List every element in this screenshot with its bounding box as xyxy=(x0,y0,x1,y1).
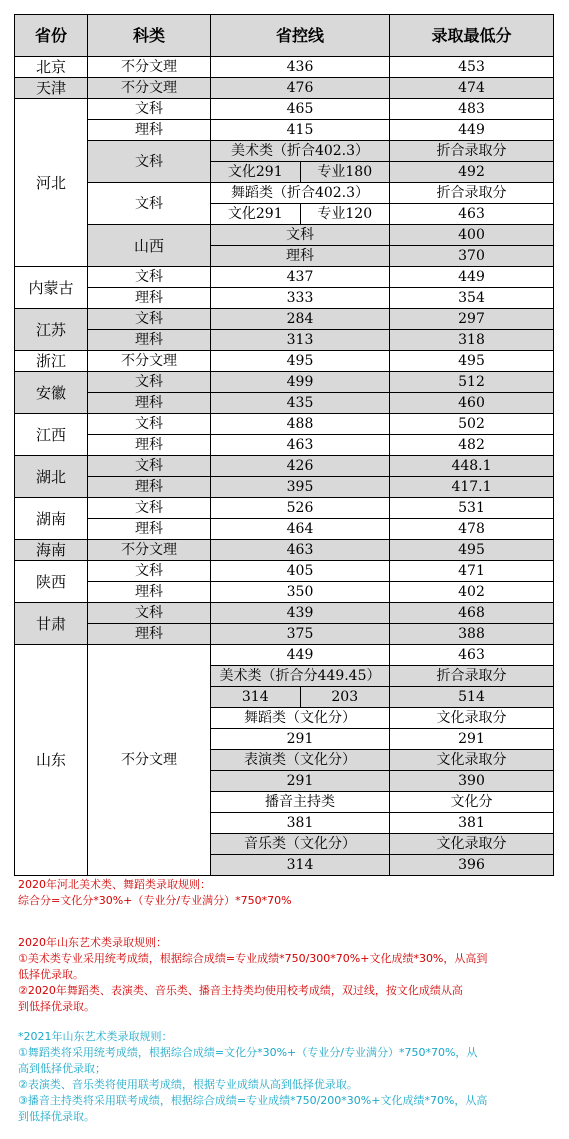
control-line-cell: 370 xyxy=(390,246,554,267)
control-line-cell: 400 xyxy=(390,225,554,246)
hebei-note xyxy=(18,877,292,909)
hebei-note-title: 2020年河北美术类、舞蹈类录取规则： xyxy=(18,878,211,891)
category-cell: 文科 xyxy=(88,456,211,477)
category-cell: 文科 xyxy=(88,183,211,225)
control-line-cell: 463 xyxy=(211,435,390,456)
table-row xyxy=(15,561,554,582)
culture-score: 文化291 xyxy=(211,162,300,182)
control-line-cell: 439 xyxy=(211,603,390,624)
category-cell: 理科 xyxy=(88,435,211,456)
shandong-2020-note xyxy=(18,935,487,1015)
category-cell: 理科 xyxy=(88,288,211,309)
control-line-cell: 291 xyxy=(211,771,390,792)
control-line-cell: 314 xyxy=(211,855,390,876)
province-cell: 浙江 xyxy=(15,351,88,372)
min-score-cell: 402 xyxy=(390,582,554,603)
control-line-cell: 463 xyxy=(211,540,390,561)
category-cell: 文科 xyxy=(88,372,211,393)
province-cell: 甘肃 xyxy=(15,603,88,645)
min-score-cell: 463 xyxy=(390,645,554,666)
control-line-cell: 405 xyxy=(211,561,390,582)
table-row xyxy=(15,330,554,351)
min-score-cell: 474 xyxy=(390,78,554,99)
control-line-cell: 499 xyxy=(211,372,390,393)
table-row xyxy=(15,582,554,603)
category-cell: 理科 xyxy=(88,624,211,645)
sd2021-title: *2021年山东艺术类录取规则： xyxy=(18,1030,173,1043)
min-score-cell: 318 xyxy=(390,330,554,351)
table-row xyxy=(15,477,554,498)
perform-label-cell: 表演类（文化分） xyxy=(211,750,390,771)
category-cell: 文科 xyxy=(88,561,211,582)
shandong-2021-note xyxy=(18,1029,487,1125)
header-control-line: 省控线 xyxy=(211,15,390,57)
province-cell: 天津 xyxy=(15,78,88,99)
category-cell: 文科 xyxy=(88,309,211,330)
category-cell: 理科 xyxy=(211,246,390,267)
category-cell: 理科 xyxy=(88,330,211,351)
table-row xyxy=(15,624,554,645)
control-line-cell: 284 xyxy=(211,309,390,330)
major-score: 专业180 xyxy=(317,164,373,180)
control-line-cell: 435 xyxy=(211,393,390,414)
min-score-cell: 495 xyxy=(390,351,554,372)
min-score-cell: 531 xyxy=(390,498,554,519)
min-label-cell: 文化录取分 xyxy=(390,834,554,855)
min-score-cell: 381 xyxy=(390,813,554,834)
split-table xyxy=(211,162,389,182)
control-line-cell: 415 xyxy=(211,120,390,141)
category-cell: 不分文理 xyxy=(88,351,211,372)
category-cell: 不分文理 xyxy=(88,540,211,561)
province-cell: 陕西 xyxy=(15,561,88,603)
major-score: 专业120 xyxy=(317,206,373,222)
sd2020-rule-1: ①美术类专业采用统考成绩，根据综合成绩=专业成绩*750/300*70%+文化成绩*30%，从高到 低择优录取。 xyxy=(18,952,488,981)
table-row xyxy=(15,498,554,519)
province-cell: 湖北 xyxy=(15,456,88,498)
table-row xyxy=(15,141,554,162)
control-line-cell: 381 xyxy=(211,813,390,834)
table-row xyxy=(15,435,554,456)
min-score-cell: 297 xyxy=(390,309,554,330)
min-score-cell: 396 xyxy=(390,855,554,876)
province-cell: 河北 xyxy=(15,99,88,267)
sd2021-rule-1: ①舞蹈类将采用统考成绩，根据综合成绩=文化分*30%+（专业分/专业满分）*750*70%，从 高到低择优录取； xyxy=(18,1046,478,1075)
dance-label-cell: 舞蹈类（折合402.3） xyxy=(211,183,390,204)
min-score-cell: 471 xyxy=(390,561,554,582)
min-score-cell: 449 xyxy=(390,120,554,141)
dance-label-cell: 舞蹈类（文化分） xyxy=(211,708,390,729)
province-cell: 湖南 xyxy=(15,498,88,540)
control-line-cell: 495 xyxy=(211,351,390,372)
control-line-cell: 437 xyxy=(211,267,390,288)
category-cell: 理科 xyxy=(88,120,211,141)
art-label-cell: 美术类（折合402.3） xyxy=(211,141,390,162)
table-row xyxy=(15,540,554,561)
min-label-cell: 文化分 xyxy=(390,792,554,813)
min-score-cell: 468 xyxy=(390,603,554,624)
table-row xyxy=(15,393,554,414)
control-line-cell: 426 xyxy=(211,456,390,477)
province-cell: 江西 xyxy=(15,414,88,456)
culture-score: 314 xyxy=(211,687,300,707)
min-label-cell: 折合录取分 xyxy=(390,666,554,687)
min-score-cell: 492 xyxy=(390,162,554,183)
control-line-cell: 488 xyxy=(211,414,390,435)
min-label-cell: 折合录取分 xyxy=(390,183,554,204)
art-label-cell: 美术类（折合分449.45） xyxy=(211,666,390,687)
sd2021-rule-2: ②表演类、音乐类将使用联考成绩，根据专业成绩从高到低择优录取。 xyxy=(18,1078,358,1091)
control-line-cell: 395 xyxy=(211,477,390,498)
control-line-cell: 333 xyxy=(211,288,390,309)
min-score-cell: 449 xyxy=(390,267,554,288)
min-score-cell: 482 xyxy=(390,435,554,456)
control-line-cell: 436 xyxy=(211,57,390,78)
table-row xyxy=(15,288,554,309)
table-row xyxy=(15,309,554,330)
split-table xyxy=(211,687,389,707)
table-row xyxy=(15,225,554,246)
control-line-cell: 465 xyxy=(211,99,390,120)
control-line-cell: 464 xyxy=(211,519,390,540)
province-cell: 海南 xyxy=(15,540,88,561)
min-score-cell: 478 xyxy=(390,519,554,540)
control-line-cell: 449 xyxy=(211,645,390,666)
province-cell: 江苏 xyxy=(15,309,88,351)
control-line-cell: 350 xyxy=(211,582,390,603)
min-score-cell: 463 xyxy=(390,204,554,225)
split-cell xyxy=(211,162,390,183)
category-cell: 不分文理 xyxy=(88,57,211,78)
province-cell: 内蒙古 xyxy=(15,267,88,309)
min-score-cell: 354 xyxy=(390,288,554,309)
min-label-cell: 文化录取分 xyxy=(390,708,554,729)
control-line-cell: 291 xyxy=(211,729,390,750)
category-cell: 文科 xyxy=(88,603,211,624)
province-cell: 北京 xyxy=(15,57,88,78)
table-row xyxy=(15,456,554,477)
table-row xyxy=(15,57,554,78)
sd2020-title: 2020年山东艺术类录取规则： xyxy=(18,936,167,949)
table-row xyxy=(15,120,554,141)
split-table xyxy=(211,204,389,224)
culture-score: 文化291 xyxy=(211,204,300,224)
header-min-score: 录取最低分 xyxy=(390,15,554,57)
table-row xyxy=(15,414,554,435)
table-row xyxy=(15,603,554,624)
category-cell: 文科 xyxy=(211,225,390,246)
sd2021-rule-3: ③播音主持类将采用联考成绩，根据综合成绩=专业成绩*750/200*30%+文化成绩*70%，从高 到低择优录取。 xyxy=(18,1094,488,1123)
category-cell: 文科 xyxy=(88,414,211,435)
admission-table xyxy=(14,14,554,876)
min-score-cell: 388 xyxy=(390,624,554,645)
category-cell: 不分文理 xyxy=(88,645,211,876)
split-cell xyxy=(211,687,390,708)
min-score-cell: 495 xyxy=(390,540,554,561)
min-score-cell: 448.1 xyxy=(390,456,554,477)
category-cell: 理科 xyxy=(88,519,211,540)
control-line-cell: 476 xyxy=(211,78,390,99)
sd2020-rule-2: ②2020年舞蹈类、表演类、音乐类、播音主持类均使用校考成绩，双过线，按文化成绩从高 到低择优录取。 xyxy=(18,984,463,1013)
category-cell: 理科 xyxy=(88,582,211,603)
table-row xyxy=(15,519,554,540)
min-score-cell: 512 xyxy=(390,372,554,393)
control-line-cell: 526 xyxy=(211,498,390,519)
header-category: 科类 xyxy=(88,15,211,57)
min-score-cell: 483 xyxy=(390,99,554,120)
table-row xyxy=(15,99,554,120)
music-label-cell: 音乐类（文化分） xyxy=(211,834,390,855)
category-cell: 文科 xyxy=(88,498,211,519)
host-label-cell: 播音主持类 xyxy=(211,792,390,813)
min-score-cell: 291 xyxy=(390,729,554,750)
table-row xyxy=(15,183,554,204)
min-label-cell: 文化录取分 xyxy=(390,750,554,771)
min-score-cell: 460 xyxy=(390,393,554,414)
category-cell: 文科 xyxy=(88,141,211,183)
min-score-cell: 417.1 xyxy=(390,477,554,498)
min-score-cell: 514 xyxy=(390,687,554,708)
major-score: 203 xyxy=(331,689,359,705)
category-cell: 理科 xyxy=(88,477,211,498)
header-row xyxy=(15,15,554,57)
min-score-cell: 502 xyxy=(390,414,554,435)
province-cell: 安徽 xyxy=(15,372,88,414)
province-cell: 山西 xyxy=(88,225,211,267)
category-cell: 文科 xyxy=(88,267,211,288)
min-label-cell: 折合录取分 xyxy=(390,141,554,162)
min-score-cell: 453 xyxy=(390,57,554,78)
table-row xyxy=(15,267,554,288)
min-score-cell: 390 xyxy=(390,771,554,792)
control-line-cell: 375 xyxy=(211,624,390,645)
category-cell: 文科 xyxy=(88,99,211,120)
category-cell: 理科 xyxy=(88,393,211,414)
table-row xyxy=(15,645,554,666)
table-row xyxy=(15,351,554,372)
category-cell: 不分文理 xyxy=(88,78,211,99)
province-cell: 山东 xyxy=(15,645,88,876)
split-cell xyxy=(211,204,390,225)
hebei-note-rule: 综合分=文化分*30%+（专业分/专业满分）*750*70% xyxy=(18,894,292,907)
header-province: 省份 xyxy=(15,15,88,57)
table-row xyxy=(15,78,554,99)
table-row xyxy=(15,372,554,393)
control-line-cell: 313 xyxy=(211,330,390,351)
